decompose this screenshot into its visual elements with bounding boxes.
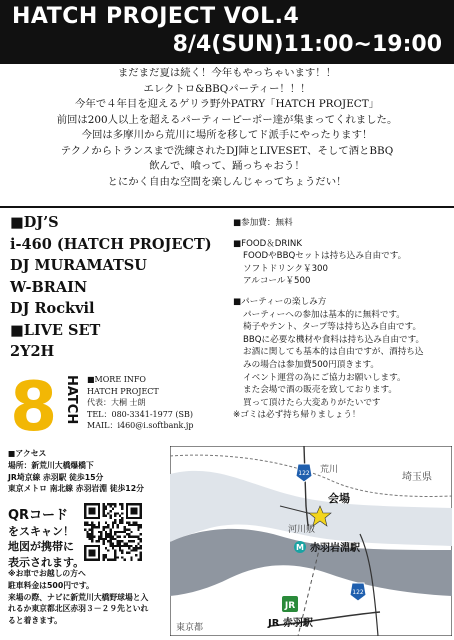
qr-module	[110, 503, 112, 505]
qr-module	[140, 554, 142, 556]
qr-module	[121, 552, 123, 554]
parking-line: れるか東京都北区赤羽３－２９先といれ	[8, 604, 149, 614]
food-line: ソフトドリンク￥300	[243, 263, 328, 274]
qr-module	[123, 542, 125, 544]
qr-module	[112, 547, 114, 549]
qr-module	[140, 524, 142, 526]
route-number: 122	[352, 589, 364, 596]
lineup-heading-liveset: ■LIVE SET	[10, 321, 101, 339]
qr-module	[121, 522, 123, 524]
qr-module	[135, 522, 137, 524]
qr-module	[123, 535, 125, 537]
qr-module	[110, 535, 112, 537]
qr-module	[86, 535, 88, 537]
route-number: 122	[298, 470, 310, 477]
qr-module	[116, 542, 118, 544]
event-title: HATCH PROJECT VOL.4	[12, 4, 300, 29]
qr-module	[130, 556, 132, 558]
qr-module	[137, 547, 139, 549]
qr-module	[98, 522, 100, 524]
lineup-item: DJ Rockvil	[10, 300, 95, 317]
qr-module	[121, 519, 123, 521]
qr-module	[103, 529, 105, 531]
qr-module	[128, 552, 130, 554]
parking-line: ると着きます。	[8, 616, 62, 626]
qr-module	[140, 552, 142, 554]
qr-instructions	[8, 508, 84, 570]
qr-module	[103, 515, 105, 517]
qr-module	[103, 503, 105, 505]
header-banner	[0, 0, 454, 64]
access-title: ■アクセス	[8, 449, 47, 458]
qr-line: をスキャン！	[8, 524, 74, 538]
intro-line: エレクトロ&BBQパーティー！！！	[143, 82, 311, 95]
qr-module	[140, 533, 142, 535]
party-line: イベント運営の為にご協力お願いします。	[243, 372, 406, 383]
intro-line: テクノからトランスまで洗練されたDJ陣とLIVESET、そして酒とBBQ	[60, 144, 394, 157]
access-line: 東京メトロ 南北線 赤羽岩淵 徒歩12分	[8, 484, 144, 494]
qr-module	[103, 512, 105, 514]
qr-module	[126, 529, 128, 531]
qr-module	[110, 517, 112, 519]
qr-module	[135, 524, 137, 526]
qr-module	[123, 559, 125, 561]
fee-text: ■参加費：無料	[233, 218, 293, 228]
qr-module	[119, 503, 121, 505]
qr-module	[123, 531, 125, 533]
river-label: 荒川	[320, 465, 339, 475]
qr-module	[126, 542, 128, 544]
qr-module	[119, 522, 121, 524]
qr-module	[86, 524, 88, 526]
trash-note: ※ゴミは必ず持ち帰りましょう！	[233, 410, 361, 421]
qr-module	[89, 535, 91, 537]
qr-module	[103, 556, 105, 558]
access-line: 場所：新荒川大橋爆橋下	[8, 460, 94, 470]
qr-module	[107, 533, 109, 535]
qr-module	[103, 538, 105, 540]
qr-module	[112, 535, 114, 537]
qr-module	[84, 529, 86, 531]
qr-module	[133, 547, 135, 549]
qr-module	[112, 538, 114, 540]
qr-module	[130, 540, 132, 542]
qr-module	[137, 538, 139, 540]
qr-module	[128, 529, 130, 531]
qr-module	[107, 503, 109, 505]
qr-module	[130, 559, 132, 561]
qr-module	[112, 526, 114, 528]
info-section	[233, 217, 449, 422]
qr-module	[105, 531, 107, 533]
party-line: 椅子やテント、タープ等は持ち込み自由です。	[243, 322, 422, 333]
qr-line: 表示されます。	[8, 555, 85, 569]
qr-module	[130, 549, 132, 551]
qr-module	[110, 545, 112, 547]
intro-line: 今回は多摩川から荒川に場所を移してド派手にやったります！	[81, 129, 373, 141]
qr-module	[126, 533, 128, 535]
qr-module	[128, 535, 130, 537]
qr-module	[128, 545, 130, 547]
food-line: FOODやBBQセットは持ち込み自由です。	[243, 251, 407, 262]
qr-module	[110, 515, 112, 517]
qr-module	[128, 522, 130, 524]
qr-code[interactable]	[84, 503, 142, 561]
qr-module	[114, 554, 116, 556]
qr-module	[110, 533, 112, 535]
qr-module	[114, 533, 116, 535]
qr-module	[140, 556, 142, 558]
qr-module	[89, 529, 91, 531]
qr-module	[114, 538, 116, 540]
qr-module	[140, 538, 142, 540]
qr-module	[112, 524, 114, 526]
qr-module	[98, 538, 100, 540]
qr-module	[119, 531, 121, 533]
qr-module	[103, 542, 105, 544]
qr-module	[140, 545, 142, 547]
qr-module	[103, 559, 105, 561]
more-info-line: ■MORE INFO	[87, 375, 146, 384]
qr-module	[119, 515, 121, 517]
qr-module	[93, 526, 95, 528]
party-line: 買って頂けたら大変ありがたいです	[243, 397, 381, 408]
party-line: パーティーへの参加は基本的に無料です。	[243, 309, 405, 320]
more-info	[87, 374, 194, 432]
qr-module	[140, 540, 142, 542]
qr-module	[119, 545, 121, 547]
qr-module	[133, 540, 135, 542]
party-title: ■パーティーの楽しみ方	[233, 296, 327, 307]
qr-module	[105, 554, 107, 556]
lineup-item: DJ MURAMATSU	[10, 257, 147, 274]
more-info-line: TEL：080-3341-1977 (SB)	[87, 409, 194, 419]
qr-module	[133, 522, 135, 524]
qr-module	[103, 526, 105, 528]
qr-module	[112, 508, 114, 510]
svg-text:M: M	[296, 543, 304, 552]
qr-module	[114, 505, 116, 507]
section-divider	[0, 206, 454, 208]
qr-module	[140, 547, 142, 549]
qr-module	[91, 529, 93, 531]
jr-station-icon	[282, 596, 298, 612]
qr-module	[130, 535, 132, 537]
qr-module	[123, 529, 125, 531]
qr-module	[133, 524, 135, 526]
qr-module	[89, 533, 91, 535]
qr-module	[112, 503, 114, 505]
food-title: ■FOOD＆DRINK	[233, 238, 302, 249]
qr-module	[116, 556, 118, 558]
qr-module	[114, 522, 116, 524]
lineup	[10, 212, 232, 363]
access-section	[8, 448, 168, 495]
access-line: JR埼京線 赤羽駅 徒歩15分	[8, 472, 104, 482]
qr-module	[84, 522, 86, 524]
qr-module	[110, 505, 112, 507]
qr-module	[110, 538, 112, 540]
qr-module	[110, 531, 112, 533]
qr-module	[119, 540, 121, 542]
qr-module	[103, 508, 105, 510]
qr-module	[114, 503, 116, 505]
qr-module	[98, 526, 100, 528]
qr-module	[116, 524, 118, 526]
qr-module	[107, 526, 109, 528]
qr-module	[114, 515, 116, 517]
party-line: また会場で酒の販売を致しております。	[243, 385, 398, 396]
qr-module	[126, 522, 128, 524]
qr-module	[133, 549, 135, 551]
parking-note	[8, 568, 168, 627]
svg-text:JR: JR	[284, 601, 296, 611]
qr-module	[93, 535, 95, 537]
qr-module	[121, 556, 123, 558]
qr-module	[114, 531, 116, 533]
qr-module	[110, 540, 112, 542]
jr-station-label: JR 赤羽駅	[268, 618, 313, 629]
qr-module	[110, 542, 112, 544]
qr-module	[96, 526, 98, 528]
parking-line: 駐車料金は500円です。	[8, 580, 94, 590]
qr-module	[137, 529, 139, 531]
qr-module	[105, 522, 107, 524]
qr-module	[135, 547, 137, 549]
qr-module	[128, 524, 130, 526]
qr-module	[119, 542, 121, 544]
qr-module	[123, 526, 125, 528]
intro-line: 前回は200人以上を超えるパーティーピーポー達が集まってくれました。	[56, 113, 398, 126]
qr-module	[121, 540, 123, 542]
qr-module	[121, 545, 123, 547]
qr-module	[135, 554, 137, 556]
more-info-line: 代表：大桐 士朗	[87, 398, 146, 408]
hatch-logo	[8, 372, 84, 436]
qr-module	[107, 540, 109, 542]
event-date: 8/4(SUN)11:00~19:00	[172, 32, 442, 57]
qr-module	[135, 549, 137, 551]
qr-module	[105, 508, 107, 510]
qr-module	[105, 533, 107, 535]
qr-module	[130, 524, 132, 526]
lineup-item: 2Y2H	[10, 343, 55, 360]
qr-module	[100, 535, 102, 537]
qr-module	[116, 535, 118, 537]
qr-module	[91, 533, 93, 535]
qr-module	[100, 531, 102, 533]
qr-module	[114, 549, 116, 551]
qr-module	[105, 515, 107, 517]
qr-module	[96, 540, 98, 542]
qr-module	[91, 526, 93, 528]
qr-module	[119, 519, 121, 521]
bank-label: 河川敷	[288, 525, 316, 535]
intro-text	[0, 66, 454, 190]
qr-module	[103, 554, 105, 556]
qr-module	[114, 545, 116, 547]
qr-module	[86, 531, 88, 533]
qr-module	[123, 545, 125, 547]
qr-module	[130, 531, 132, 533]
qr-module	[110, 510, 112, 512]
qr-module	[112, 522, 114, 524]
qr-module	[91, 538, 93, 540]
intro-line: とにかく自由な空間を楽しんじゃってちょうだい！	[107, 175, 347, 188]
qr-module	[121, 512, 123, 514]
qr-line: 地図が携帯に	[8, 540, 74, 553]
food-line: アルコール￥500	[243, 276, 311, 287]
qr-module	[86, 533, 88, 535]
qr-module	[98, 540, 100, 542]
logo-number: 8	[10, 372, 58, 436]
qr-module	[121, 549, 123, 551]
qr-module	[100, 538, 102, 540]
qr-module	[130, 545, 132, 547]
qr-module	[91, 535, 93, 537]
qr-module	[121, 508, 123, 510]
qr-module	[114, 556, 116, 558]
saitama-label: 埼玉県	[402, 472, 432, 483]
qr-module	[98, 535, 100, 537]
qr-module	[112, 559, 114, 561]
intro-line: 飲んで、喰って、踊っちゃおう！	[149, 160, 305, 172]
qr-module	[91, 540, 93, 542]
qr-module	[100, 533, 102, 535]
party-line: みの場合は参加費500円頂きます。	[243, 359, 380, 370]
qr-module	[84, 524, 86, 526]
qr-module	[135, 535, 137, 537]
qr-module	[110, 529, 112, 531]
qr-module	[89, 538, 91, 540]
qr-module	[98, 531, 100, 533]
qr-module	[114, 559, 116, 561]
metro-station-label: 赤羽岩淵駅	[310, 543, 360, 554]
qr-module	[93, 524, 95, 526]
qr-module	[105, 526, 107, 528]
parking-line: ※お車でお越しの方へ	[8, 569, 86, 578]
qr-module	[107, 559, 109, 561]
qr-module	[121, 531, 123, 533]
qr-module	[128, 547, 130, 549]
qr-module	[103, 510, 105, 512]
qr-module	[107, 535, 109, 537]
lineup-item: W-BRAIN	[10, 278, 88, 296]
qr-module	[112, 545, 114, 547]
qr-module	[140, 526, 142, 528]
qr-module	[114, 552, 116, 554]
qr-module	[121, 505, 123, 507]
qr-module	[119, 535, 121, 537]
party-line: お酒に関しても基本的は自由ですが、酒持ち込	[243, 347, 424, 358]
logo-text: HATCH	[64, 375, 79, 425]
qr-module	[105, 505, 107, 507]
qr-module	[126, 552, 128, 554]
qr-module	[137, 559, 139, 561]
qr-module	[116, 526, 118, 528]
qr-module	[107, 524, 109, 526]
qr-module	[137, 524, 139, 526]
qr-module	[126, 545, 128, 547]
qr-module	[103, 540, 105, 542]
metro-station-icon	[294, 541, 306, 553]
qr-module	[114, 512, 116, 514]
qr-module	[121, 517, 123, 519]
qr-module	[91, 522, 93, 524]
qr-module	[110, 559, 112, 561]
qr-module	[91, 531, 93, 533]
qr-module	[116, 531, 118, 533]
qr-module	[133, 535, 135, 537]
qr-module	[119, 547, 121, 549]
qr-module	[98, 524, 100, 526]
qr-module	[112, 542, 114, 544]
qr-module	[116, 540, 118, 542]
access-map[interactable]	[170, 446, 452, 636]
qr-module	[137, 542, 139, 544]
party-line: BBQに必要な機材や食料は持ち込み自由です。	[243, 334, 425, 345]
qr-module	[86, 522, 88, 524]
qr-module	[128, 540, 130, 542]
qr-module	[116, 512, 118, 514]
parking-line: 来場の際、ナビに新荒川大橋野球場と入	[8, 592, 149, 602]
qr-module	[91, 524, 93, 526]
qr-module	[89, 524, 91, 526]
lineup-item: i-460 (HATCH PROJECT)	[10, 235, 212, 253]
qr-title: QRコード	[8, 508, 69, 523]
lineup-heading-djs: ■DJ’S	[10, 214, 59, 231]
intro-line: まだまだ夏は続く！今年もやっちゃいます！！	[117, 67, 337, 79]
qr-module	[105, 535, 107, 537]
more-info-line: HATCH PROJECT	[87, 386, 159, 396]
qr-module	[105, 538, 107, 540]
qr-module	[128, 533, 130, 535]
qr-module	[121, 503, 123, 505]
qr-module	[103, 505, 105, 507]
qr-module	[140, 559, 142, 561]
qr-module	[119, 549, 121, 551]
venue-label: 会場	[328, 492, 350, 505]
qr-module	[137, 526, 139, 528]
qr-module	[107, 549, 109, 551]
qr-module	[137, 535, 139, 537]
qr-module	[107, 512, 109, 514]
qr-module	[105, 556, 107, 558]
tokyo-label: 東京都	[176, 623, 204, 633]
qr-module	[105, 547, 107, 549]
qr-module	[114, 519, 116, 521]
qr-module	[135, 545, 137, 547]
qr-module	[116, 545, 118, 547]
more-info-line: MAIL：i460@i.softbank.jp	[87, 421, 194, 431]
intro-line: 今年で４年目を迎えるゲリラ野外PATRY「HATCH PROJECT」	[74, 98, 380, 110]
